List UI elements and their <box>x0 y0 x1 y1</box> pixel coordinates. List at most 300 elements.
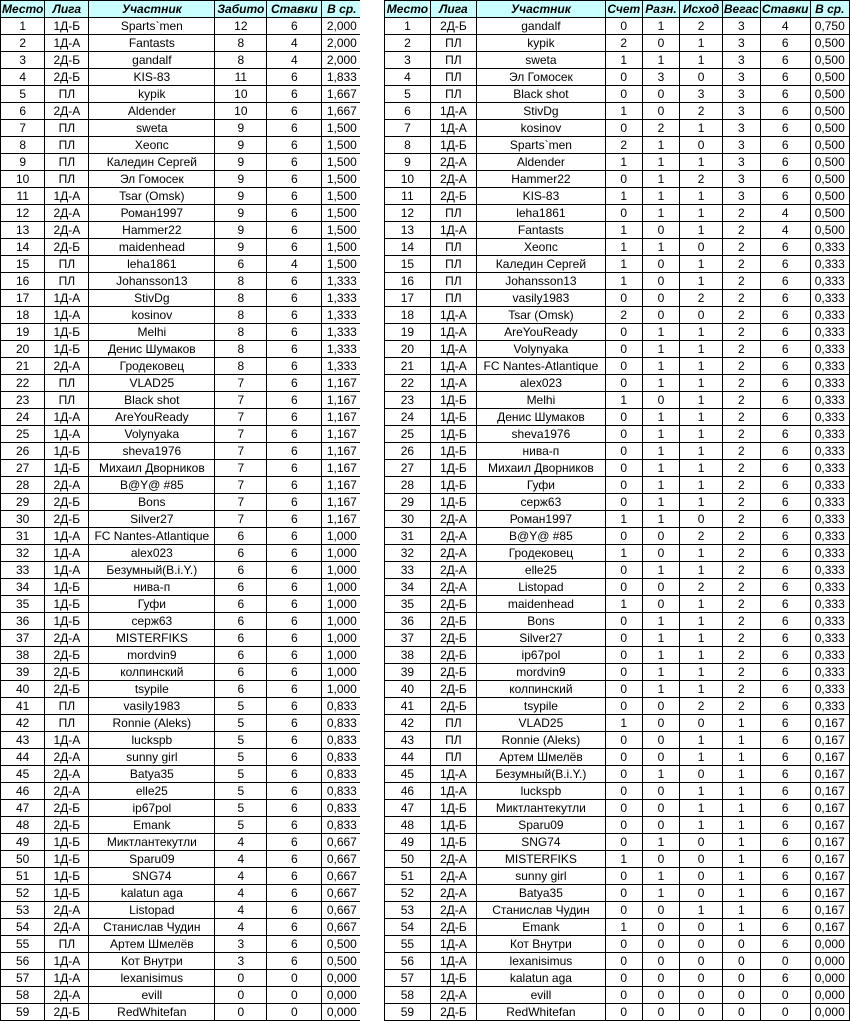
table-cell: 2Д-А <box>45 205 89 222</box>
table-cell: 3 <box>1 52 45 69</box>
table-row <box>385 715 850 732</box>
table-row <box>385 52 850 69</box>
table-cell: SNG74 <box>89 868 215 885</box>
table-cell: 6 <box>760 579 810 596</box>
table-cell: 19 <box>1 324 45 341</box>
table-cell: 1 <box>605 715 642 732</box>
table-cell: 1Д-Б <box>45 851 89 868</box>
table-cell: Хеопс <box>89 137 215 154</box>
table-cell: 2Д-Б <box>45 647 89 664</box>
table-cell: 2 <box>642 120 680 137</box>
table-cell: 46 <box>1 783 45 800</box>
table-row <box>1 18 362 35</box>
table-cell: 1Д-А <box>430 936 476 953</box>
table-cell: ip67pol <box>89 800 215 817</box>
table-cell: 2,000 <box>322 18 362 35</box>
table-cell: 2 <box>722 494 760 511</box>
table-row <box>385 596 850 613</box>
table-cell: 6 <box>760 613 810 630</box>
table-cell: 30 <box>385 511 431 528</box>
table-cell: 54 <box>1 919 45 936</box>
table-cell: 8 <box>215 307 267 324</box>
table-cell: 0,167 <box>810 732 849 749</box>
table-row <box>385 375 850 392</box>
table-cell: 6 <box>267 409 322 426</box>
table-row <box>1 426 362 443</box>
table-cell: 6 <box>267 715 322 732</box>
table-cell: sweta <box>476 52 605 69</box>
table-cell: 0 <box>722 953 760 970</box>
table-cell: 0,500 <box>810 86 849 103</box>
table-cell: 1,500 <box>322 222 362 239</box>
table-row <box>1 902 362 919</box>
table-cell: 0 <box>605 766 642 783</box>
table-cell: 9 <box>215 239 267 256</box>
table-cell: 2 <box>605 137 642 154</box>
table-cell: 52 <box>1 885 45 902</box>
table-cell: 6 <box>267 681 322 698</box>
table-cell: 2 <box>1 35 45 52</box>
table-cell: 2Д-Б <box>45 664 89 681</box>
table-cell: 0,667 <box>322 851 362 868</box>
table-row <box>1 987 362 1004</box>
table-cell: 0,333 <box>810 511 849 528</box>
table-row <box>1 205 362 222</box>
table-cell: 7 <box>1 120 45 137</box>
table-cell: ПЛ <box>430 290 476 307</box>
table-cell: 0 <box>605 953 642 970</box>
table-cell: luckspb <box>89 732 215 749</box>
table-cell: 0 <box>680 1004 723 1021</box>
table-cell: 57 <box>1 970 45 987</box>
table-row <box>385 137 850 154</box>
table-cell: 49 <box>385 834 431 851</box>
table-cell: 22 <box>1 375 45 392</box>
table-cell: 0,333 <box>810 256 849 273</box>
table-cell: 8 <box>215 324 267 341</box>
column-header: Лига <box>430 1 476 18</box>
table-cell: 1 <box>680 188 723 205</box>
table-row <box>1 613 362 630</box>
table-cell: 6 <box>267 511 322 528</box>
table-cell: 1 <box>642 375 680 392</box>
table-cell: 2Д-Б <box>45 1004 89 1021</box>
table-cell: 4 <box>760 18 810 35</box>
table-cell: 1 <box>642 664 680 681</box>
table-cell: 1 <box>680 681 723 698</box>
column-header: Место <box>2 2 44 16</box>
table-cell: 31 <box>385 528 431 545</box>
table-cell: 0 <box>642 35 680 52</box>
table-row <box>385 902 850 919</box>
table-cell: 55 <box>1 936 45 953</box>
table-cell: 0 <box>605 681 642 698</box>
table-cell: 0,500 <box>810 52 849 69</box>
table-cell: 1 <box>642 341 680 358</box>
table-row <box>1 409 362 426</box>
table-cell: 1Д-Б <box>430 477 476 494</box>
table-cell: 1Д-А <box>45 307 89 324</box>
table-cell: Batya35 <box>476 885 605 902</box>
table-cell: 6 <box>267 783 322 800</box>
table-cell: 31 <box>1 528 45 545</box>
table-cell: 6 <box>267 766 322 783</box>
table-cell: 2 <box>385 35 431 52</box>
table-cell: 8 <box>1 137 45 154</box>
table-cell: 0 <box>267 1004 322 1021</box>
table-cell: 1Д-А <box>430 341 476 358</box>
table-cell: 0,167 <box>810 817 849 834</box>
table-cell: 1,000 <box>322 664 362 681</box>
table-cell: 0,000 <box>322 970 362 987</box>
table-cell: 0,500 <box>322 936 362 953</box>
table-cell: MISTERFIKS <box>89 630 215 647</box>
table-cell: 2Д-А <box>430 562 476 579</box>
table-cell: 6 <box>267 732 322 749</box>
table-cell: 0,333 <box>810 630 849 647</box>
table-cell: 0 <box>642 307 680 324</box>
table-cell: 1 <box>722 715 760 732</box>
table-cell: 2 <box>722 647 760 664</box>
table-cell: 1 <box>605 273 642 290</box>
table-cell: 9 <box>215 137 267 154</box>
table-cell: 6 <box>215 630 267 647</box>
table-cell: 1 <box>605 239 642 256</box>
table-cell: 4 <box>385 69 431 86</box>
table-cell: 6 <box>215 596 267 613</box>
column-header: В ср. <box>322 1 362 18</box>
table-row <box>1 647 362 664</box>
table-cell: 0 <box>605 205 642 222</box>
table-cell: 5 <box>215 800 267 817</box>
table-cell: 0,167 <box>810 919 849 936</box>
table-cell: MISTERFIKS <box>476 851 605 868</box>
table-cell: 0 <box>760 953 810 970</box>
table-cell: 2Д-Б <box>430 647 476 664</box>
table-row <box>1 1004 362 1021</box>
table-cell: 1 <box>680 800 723 817</box>
table-cell: 59 <box>1 1004 45 1021</box>
table-cell: 6 <box>760 885 810 902</box>
table-cell: Tsar (Omsk) <box>89 188 215 205</box>
table-cell: Listopad <box>476 579 605 596</box>
table-row <box>385 205 850 222</box>
table-cell: 0 <box>605 358 642 375</box>
table-row <box>1 749 362 766</box>
table-cell: 43 <box>1 732 45 749</box>
table-cell: 0 <box>605 341 642 358</box>
table-cell: 22 <box>385 375 431 392</box>
table-cell: 12 <box>385 205 431 222</box>
table-cell: 6 <box>267 528 322 545</box>
table-cell: 0 <box>642 970 680 987</box>
table-cell: 6 <box>267 596 322 613</box>
table-cell: 6 <box>267 817 322 834</box>
table-cell: 1Д-А <box>430 120 476 137</box>
table-cell: Станислав Чудин <box>476 902 605 919</box>
table-row <box>1 664 362 681</box>
table-cell: tsypile <box>476 698 605 715</box>
table-cell: 0 <box>642 579 680 596</box>
table-cell: 0,333 <box>810 426 849 443</box>
table-cell: 0 <box>605 613 642 630</box>
table-cell: 1 <box>642 18 680 35</box>
table-cell: 0,833 <box>322 766 362 783</box>
table-cell: 2Д-Б <box>45 681 89 698</box>
table-cell: 1 <box>680 409 723 426</box>
table-row <box>385 698 850 715</box>
table-cell: evill <box>476 987 605 1004</box>
table-cell: 2Д-А <box>430 171 476 188</box>
column-header: Счет <box>607 2 641 16</box>
table-cell: 2Д-А <box>45 902 89 919</box>
table-cell: 40 <box>1 681 45 698</box>
table-cell: 37 <box>1 630 45 647</box>
table-cell: 1Д-Б <box>430 137 476 154</box>
table-row <box>385 324 850 341</box>
table-cell: 0 <box>680 953 723 970</box>
table-cell: 6 <box>267 630 322 647</box>
table-row <box>1 35 362 52</box>
column-header: Вегас <box>723 2 759 16</box>
table-cell: 1,333 <box>322 324 362 341</box>
table-cell: StivDg <box>476 103 605 120</box>
table-cell: 33 <box>1 562 45 579</box>
table-cell: 6 <box>267 953 322 970</box>
table-cell: 2 <box>722 664 760 681</box>
table-cell: 50 <box>385 851 431 868</box>
table-cell: kypik <box>89 86 215 103</box>
table-cell: 2 <box>680 528 723 545</box>
table-row <box>385 188 850 205</box>
table-cell: Emank <box>476 919 605 936</box>
table-cell: 1Д-Б <box>430 460 476 477</box>
table-cell: maidenhead <box>476 596 605 613</box>
column-header: Участник <box>89 1 215 18</box>
table-cell: 1,500 <box>322 154 362 171</box>
table-cell: StivDg <box>89 290 215 307</box>
column-header: Лига <box>45 1 89 18</box>
table-cell: 2 <box>722 375 760 392</box>
table-cell: 0,000 <box>322 1004 362 1021</box>
table-cell: 2 <box>722 477 760 494</box>
table-cell: 1Д-Б <box>430 800 476 817</box>
table-row <box>385 936 850 953</box>
table-cell: 6 <box>760 528 810 545</box>
table-cell: 53 <box>385 902 431 919</box>
table-row <box>1 86 362 103</box>
table-cell: 15 <box>1 256 45 273</box>
table-cell: 1 <box>680 749 723 766</box>
table-row <box>1 970 362 987</box>
table-cell: 1,000 <box>322 596 362 613</box>
table-cell: 23 <box>1 392 45 409</box>
table-cell: 0 <box>605 171 642 188</box>
table-cell: 6 <box>215 579 267 596</box>
table-cell: 2 <box>722 545 760 562</box>
table-cell: 6 <box>760 630 810 647</box>
table-cell: 16 <box>385 273 431 290</box>
table-cell: 38 <box>385 647 431 664</box>
table-cell: 16 <box>1 273 45 290</box>
table-cell: 3 <box>722 35 760 52</box>
table-row <box>385 171 850 188</box>
table-cell: 1,667 <box>322 103 362 120</box>
table-cell: 0 <box>642 783 680 800</box>
table-cell: Silver27 <box>89 511 215 528</box>
table-row <box>1 800 362 817</box>
table-cell: Sparu09 <box>476 817 605 834</box>
table-cell: 7 <box>215 392 267 409</box>
table-cell: 0 <box>605 426 642 443</box>
table-cell: колпинский <box>476 681 605 698</box>
table-cell: 1Д-А <box>45 562 89 579</box>
table-cell: серж63 <box>476 494 605 511</box>
table-cell: 6 <box>760 69 810 86</box>
table-cell: 6 <box>267 800 322 817</box>
table-cell: 6 <box>760 409 810 426</box>
table-cell: 0 <box>680 511 723 528</box>
table-cell: 6 <box>215 545 267 562</box>
table-cell: 1,167 <box>322 426 362 443</box>
table-cell: 5 <box>215 698 267 715</box>
table-cell: 1,333 <box>322 290 362 307</box>
table-cell: 2Д-Б <box>45 494 89 511</box>
table-cell: 1 <box>722 732 760 749</box>
table-cell: 1 <box>680 477 723 494</box>
table-cell: 0 <box>605 987 642 1004</box>
table-cell: 4 <box>760 205 810 222</box>
table-row <box>385 154 850 171</box>
table-row <box>1 953 362 970</box>
table-cell: 1 <box>642 562 680 579</box>
scorers-table <box>0 0 362 1021</box>
table-cell: luckspb <box>476 783 605 800</box>
table-cell: 45 <box>1 766 45 783</box>
table-cell: 9 <box>385 154 431 171</box>
table-row <box>1 477 362 494</box>
table-row <box>385 834 850 851</box>
table-cell: 1 <box>680 664 723 681</box>
table-cell: 6 <box>760 290 810 307</box>
table-cell: 6 <box>267 341 322 358</box>
table-cell: 11 <box>1 188 45 205</box>
table-cell: 6 <box>760 545 810 562</box>
table-cell: Гуфи <box>89 596 215 613</box>
table-cell: 1 <box>680 154 723 171</box>
table-cell: 0,500 <box>810 137 849 154</box>
table-cell: 4 <box>267 256 322 273</box>
table-cell: 0 <box>605 698 642 715</box>
table-cell: 3 <box>722 52 760 69</box>
table-cell: 1Д-Б <box>45 596 89 613</box>
table-row <box>385 290 850 307</box>
table-row <box>385 256 850 273</box>
table-row <box>1 681 362 698</box>
table-cell: 39 <box>385 664 431 681</box>
table-cell: 59 <box>385 1004 431 1021</box>
table-cell: 1 <box>680 35 723 52</box>
table-cell: 54 <box>385 919 431 936</box>
table-cell: ПЛ <box>430 732 476 749</box>
table-cell: 0 <box>642 545 680 562</box>
table-row <box>1 341 362 358</box>
table-row <box>1 528 362 545</box>
table-cell: kosinov <box>89 307 215 324</box>
table-header-row <box>385 1 850 18</box>
table-cell: 8 <box>215 273 267 290</box>
table-cell: 7 <box>215 460 267 477</box>
table-cell: Безумный(B.i.Y.) <box>476 766 605 783</box>
table-row <box>1 936 362 953</box>
table-cell: 6 <box>267 324 322 341</box>
table-cell: 1Д-Б <box>430 970 476 987</box>
table-cell: 4 <box>1 69 45 86</box>
table-cell: 9 <box>215 188 267 205</box>
table-cell: 0,333 <box>810 409 849 426</box>
table-cell: maidenhead <box>89 239 215 256</box>
table-cell: 2 <box>722 324 760 341</box>
table-cell: 8 <box>385 137 431 154</box>
table-cell: 6 <box>267 86 322 103</box>
table-cell: 6 <box>267 460 322 477</box>
table-cell: 2Д-А <box>430 511 476 528</box>
table-cell: 1 <box>642 630 680 647</box>
table-row <box>385 562 850 579</box>
table-cell: 21 <box>1 358 45 375</box>
table-cell: 0,000 <box>322 987 362 1004</box>
table-cell: 2 <box>680 698 723 715</box>
table-cell: 2 <box>722 358 760 375</box>
table-cell: 8 <box>215 358 267 375</box>
table-row <box>1 120 362 137</box>
table-cell: 2Д-Б <box>430 630 476 647</box>
table-row <box>1 511 362 528</box>
table-cell: 1 <box>680 902 723 919</box>
table-cell: 1 <box>680 817 723 834</box>
table-cell: 6 <box>760 188 810 205</box>
table-cell: 2Д-Б <box>45 817 89 834</box>
table-cell: 1,167 <box>322 375 362 392</box>
table-cell: 0 <box>722 936 760 953</box>
table-cell: 0,333 <box>810 290 849 307</box>
table-cell: 5 <box>215 749 267 766</box>
table-cell: 1,000 <box>322 545 362 562</box>
table-cell: ПЛ <box>45 256 89 273</box>
table-cell: 9 <box>215 171 267 188</box>
table-cell: 3 <box>722 120 760 137</box>
table-row <box>385 477 850 494</box>
table-cell: 1,000 <box>322 579 362 596</box>
table-cell: 20 <box>1 341 45 358</box>
table-cell: 1Д-А <box>430 307 476 324</box>
table-cell: 6 <box>267 18 322 35</box>
table-cell: 0,833 <box>322 732 362 749</box>
table-row <box>385 273 850 290</box>
table-cell: 1 <box>722 800 760 817</box>
table-cell: 0 <box>605 120 642 137</box>
table-cell: 0,333 <box>810 375 849 392</box>
table-cell: 6 <box>760 460 810 477</box>
table-cell: 1,167 <box>322 460 362 477</box>
table-cell: 1 <box>642 766 680 783</box>
table-cell: 0,167 <box>810 851 849 868</box>
table-cell: 2 <box>722 596 760 613</box>
table-cell: ПЛ <box>430 715 476 732</box>
table-cell: 6 <box>760 239 810 256</box>
table-cell: 2 <box>680 171 723 188</box>
table-cell: 1 <box>680 273 723 290</box>
